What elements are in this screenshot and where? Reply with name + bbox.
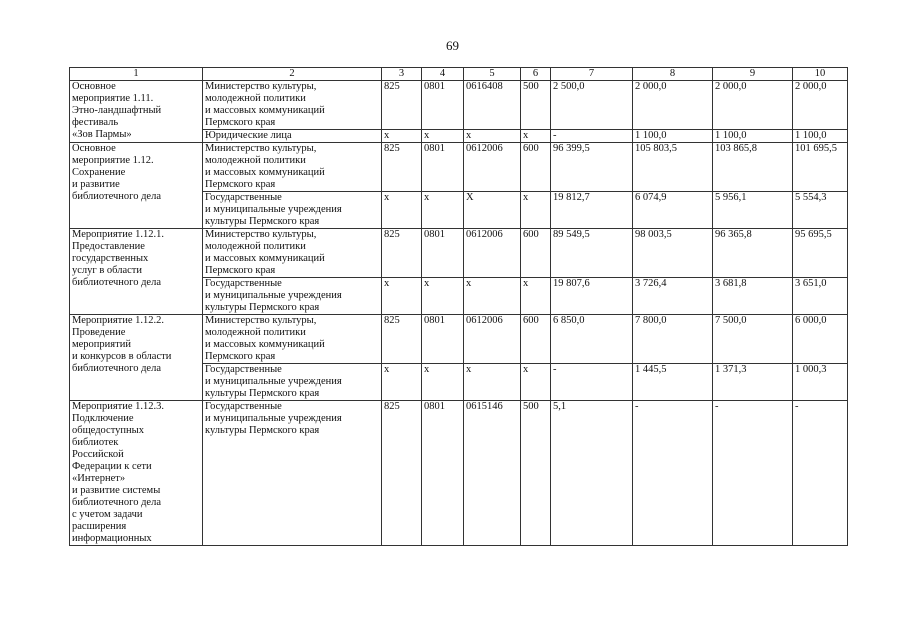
table-row — [70, 229, 848, 278]
amount-cell: 6 074,9 — [633, 192, 713, 229]
target-code-cell: 0612006 — [464, 315, 521, 364]
target-code-cell: 0612006 — [464, 229, 521, 278]
organization-cell: Министерство культуры, молодежной политики и массовых коммуникаций Пермского края — [203, 315, 382, 364]
column-header: 3 — [382, 68, 422, 81]
header-row — [70, 68, 848, 81]
target-code-cell: Х — [464, 192, 521, 229]
target-code-cell: 0615146 — [464, 401, 521, 546]
amount-cell: 103 865,8 — [713, 143, 793, 192]
activity-name-cell: Основное мероприятие 1.11. Этно-ландшафтный фестиваль «Зов Пармы» — [70, 81, 203, 143]
expense-type-cell: 600 — [521, 229, 551, 278]
section-cell: х — [422, 278, 464, 315]
amount-cell: 2 500,0 — [551, 81, 633, 130]
amount-cell: 19 812,7 — [551, 192, 633, 229]
activity-name-cell: Мероприятие 1.12.2. Проведение мероприятий и конкурсов в области библиотечного дела — [70, 315, 203, 401]
amount-cell: 95 695,5 — [793, 229, 848, 278]
code-cell: х — [382, 278, 422, 315]
amount-cell: 2 000,0 — [713, 81, 793, 130]
section-cell: 0801 — [422, 401, 464, 546]
amount-cell: 101 695,5 — [793, 143, 848, 192]
section-cell: 0801 — [422, 315, 464, 364]
amount-cell: 2 000,0 — [633, 81, 713, 130]
code-cell: 825 — [382, 81, 422, 130]
amount-cell: - — [713, 401, 793, 546]
amount-cell: 7 800,0 — [633, 315, 713, 364]
amount-cell: 19 807,6 — [551, 278, 633, 315]
amount-cell: - — [633, 401, 713, 546]
table-row — [70, 315, 848, 364]
amount-cell: 6 850,0 — [551, 315, 633, 364]
budget-table — [69, 67, 848, 546]
expense-type-cell: 500 — [521, 401, 551, 546]
amount-cell: 1 100,0 — [713, 130, 793, 143]
activity-name-cell: Мероприятие 1.12.3. Подключение общедоступных библиотек Российской Федерации к сети «Интернет» и развитие системы библиотечного дела с учетом задачи расширения информационных — [70, 401, 203, 546]
organization-cell: Юридические лица — [203, 130, 382, 143]
column-header: 4 — [422, 68, 464, 81]
organization-cell: Государственные и муниципальные учреждения культуры Пермского края — [203, 278, 382, 315]
expense-type-cell: х — [521, 192, 551, 229]
organization-cell: Министерство культуры, молодежной политики и массовых коммуникаций Пермского края — [203, 143, 382, 192]
target-code-cell: 0616408 — [464, 81, 521, 130]
expense-type-cell: х — [521, 278, 551, 315]
amount-cell: 98 003,5 — [633, 229, 713, 278]
column-header: 10 — [793, 68, 848, 81]
section-cell: х — [422, 192, 464, 229]
amount-cell: 5 956,1 — [713, 192, 793, 229]
column-header: 7 — [551, 68, 633, 81]
code-cell: 825 — [382, 315, 422, 364]
expense-type-cell: х — [521, 364, 551, 401]
code-cell: 825 — [382, 401, 422, 546]
target-code-cell: х — [464, 278, 521, 315]
amount-cell: 5 554,3 — [793, 192, 848, 229]
target-code-cell: 0612006 — [464, 143, 521, 192]
amount-cell: 3 681,8 — [713, 278, 793, 315]
column-header: 8 — [633, 68, 713, 81]
section-cell: х — [422, 364, 464, 401]
code-cell: 825 — [382, 229, 422, 278]
amount-cell: - — [551, 364, 633, 401]
target-code-cell: х — [464, 364, 521, 401]
column-header: 2 — [203, 68, 382, 81]
amount-cell: - — [551, 130, 633, 143]
amount-cell: 1 100,0 — [633, 130, 713, 143]
amount-cell: 5,1 — [551, 401, 633, 546]
column-header: 5 — [464, 68, 521, 81]
section-cell: 0801 — [422, 143, 464, 192]
amount-cell: 89 549,5 — [551, 229, 633, 278]
amount-cell: 3 651,0 — [793, 278, 848, 315]
table-row — [70, 401, 848, 546]
column-header: 1 — [70, 68, 203, 81]
expense-type-cell: 600 — [521, 315, 551, 364]
amount-cell: 1 371,3 — [713, 364, 793, 401]
organization-cell: Министерство культуры, молодежной политики и массовых коммуникаций Пермского края — [203, 229, 382, 278]
table-row — [70, 143, 848, 192]
amount-cell: 7 500,0 — [713, 315, 793, 364]
activity-name-cell: Основное мероприятие 1.12. Сохранение и развитие библиотечного дела — [70, 143, 203, 229]
amount-cell: - — [793, 401, 848, 546]
amount-cell: 1 100,0 — [793, 130, 848, 143]
code-cell: х — [382, 130, 422, 143]
section-cell: х — [422, 130, 464, 143]
section-cell: 0801 — [422, 81, 464, 130]
code-cell: х — [382, 364, 422, 401]
amount-cell: 105 803,5 — [633, 143, 713, 192]
amount-cell: 6 000,0 — [793, 315, 848, 364]
organization-cell: Государственные и муниципальные учреждения культуры Пермского края — [203, 364, 382, 401]
column-header: 9 — [713, 68, 793, 81]
organization-cell: Государственные и муниципальные учреждения культуры Пермского края — [203, 192, 382, 229]
amount-cell: 2 000,0 — [793, 81, 848, 130]
code-cell: х — [382, 192, 422, 229]
expense-type-cell: 500 — [521, 81, 551, 130]
organization-cell: Государственные и муниципальные учреждения культуры Пермского края — [203, 401, 382, 546]
amount-cell: 96 365,8 — [713, 229, 793, 278]
expense-type-cell: х — [521, 130, 551, 143]
amount-cell: 1 000,3 — [793, 364, 848, 401]
target-code-cell: х — [464, 130, 521, 143]
code-cell: 825 — [382, 143, 422, 192]
table-row — [70, 81, 848, 130]
page-number: 69 — [446, 38, 459, 53]
amount-cell: 96 399,5 — [551, 143, 633, 192]
section-cell: 0801 — [422, 229, 464, 278]
activity-name-cell: Мероприятие 1.12.1. Предоставление государственных услуг в области библиотечного дела — [70, 229, 203, 315]
amount-cell: 1 445,5 — [633, 364, 713, 401]
organization-cell: Министерство культуры, молодежной политики и массовых коммуникаций Пермского края — [203, 81, 382, 130]
expense-type-cell: 600 — [521, 143, 551, 192]
column-header: 6 — [521, 68, 551, 81]
amount-cell: 3 726,4 — [633, 278, 713, 315]
